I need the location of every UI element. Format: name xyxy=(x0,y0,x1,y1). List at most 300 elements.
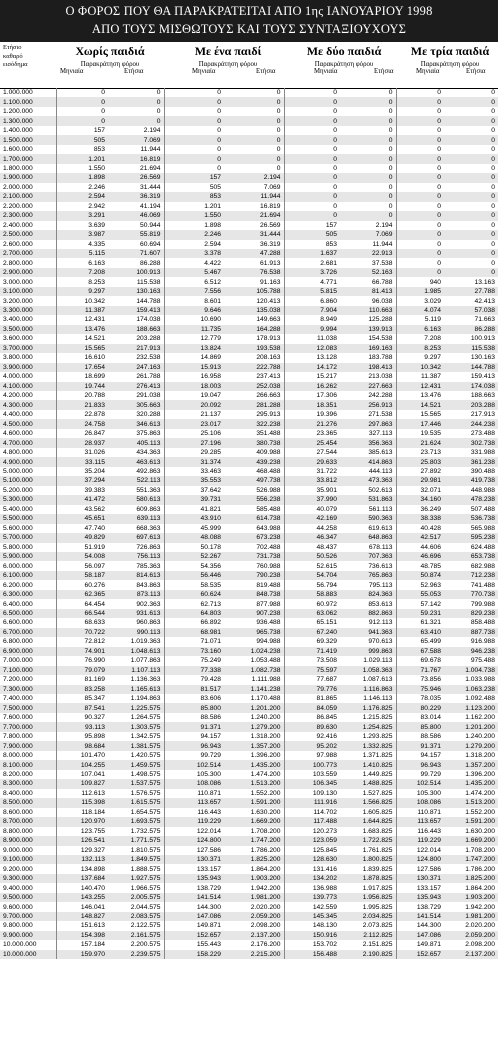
tax-cell: 0 xyxy=(340,135,396,144)
tax-cell: 80.229 xyxy=(396,703,444,712)
tax-cell: 2.194 xyxy=(340,221,396,230)
tax-cell: 21.694 xyxy=(224,211,284,220)
tax-cell: 217.913 xyxy=(470,411,495,419)
tax-cell: 28.937 xyxy=(56,438,108,447)
tax-cell: 0 xyxy=(284,116,340,125)
tax-cell: 1.435.200 xyxy=(224,760,284,769)
tax-cell: 79.079 xyxy=(56,666,108,675)
tax-cell: 0 xyxy=(396,192,444,201)
tax-cell: 130.163 xyxy=(470,354,495,362)
tax-cell: 16.262 xyxy=(284,382,340,391)
table-row xyxy=(0,893,498,902)
income-cell: 2.300.000 xyxy=(0,211,56,220)
tax-cell: 1.170.488 xyxy=(224,694,284,703)
withholding-label: Παρακράτηση φόρου xyxy=(198,61,258,68)
table-row xyxy=(0,732,498,741)
tax-cell: 994.988 xyxy=(224,637,284,646)
tax-cell: 281.288 xyxy=(224,400,284,409)
tax-cell: 88.586 xyxy=(200,714,221,722)
tax-cell: 624.488 xyxy=(470,543,495,551)
tax-cell: 52.267 xyxy=(164,552,224,561)
income-cell: 7.000.000 xyxy=(0,656,56,665)
tax-cell: 556.238 xyxy=(224,495,284,504)
tax-cell: 2.681 xyxy=(320,259,337,267)
tax-cell: 66.544 xyxy=(56,609,108,618)
tax-cell: 147.086 xyxy=(164,912,224,921)
income-cell: 6.600.000 xyxy=(0,618,56,627)
table-row xyxy=(0,240,498,249)
tax-cell: 107.041 xyxy=(80,770,105,778)
tax-cell: 142.559 xyxy=(312,903,337,911)
tax-cell: 11.038 xyxy=(317,335,337,343)
tax-cell: 0 xyxy=(444,230,498,239)
tax-cell: 1.927.575 xyxy=(108,874,164,883)
tax-cell: 1.279.200 xyxy=(224,722,284,731)
tax-cell: 8.949 xyxy=(320,316,337,324)
tax-cell: 0 xyxy=(340,88,396,97)
income-cell: 3.800.000 xyxy=(0,353,56,362)
tax-cell: 81.517 xyxy=(164,685,224,694)
tax-cell: 150.916 xyxy=(284,931,340,940)
tax-cell: 0 xyxy=(396,135,444,144)
tax-cell: 85.347 xyxy=(84,695,105,703)
tax-cell: 765.863 xyxy=(340,571,396,580)
tax-cell: 3.291 xyxy=(56,211,108,220)
income-cell: 9.600.000 xyxy=(0,902,56,911)
tax-cell: 1.215.825 xyxy=(340,713,396,722)
tax-cell: 36.319 xyxy=(224,240,284,249)
table-row xyxy=(0,694,498,703)
withholding-label: Παρακράτηση φόρου xyxy=(314,61,374,68)
tax-cell: 159.413 xyxy=(470,373,495,381)
tax-cell: 227.663 xyxy=(340,382,396,391)
tax-cell: 115.538 xyxy=(444,344,498,353)
tax-cell: 15.565 xyxy=(56,344,108,353)
income-column-header xyxy=(3,44,49,70)
income-cell: 1.300.000 xyxy=(0,116,56,125)
tax-cell: 1.942.200 xyxy=(224,883,284,892)
tax-cell: 35.553 xyxy=(164,476,224,485)
tax-cell: 59.231 xyxy=(396,609,444,618)
table-row xyxy=(0,618,498,627)
tax-cell: 159.413 xyxy=(108,306,164,315)
tax-cell: 17.654 xyxy=(56,363,108,372)
tax-cell: 756.113 xyxy=(108,552,164,561)
tax-cell: 0 xyxy=(491,164,495,172)
tax-cell: 0 xyxy=(437,240,441,248)
tax-cell: 0 xyxy=(284,154,340,163)
tax-cell: 10.342 xyxy=(396,363,444,372)
tax-cell: 54.704 xyxy=(284,571,340,580)
tax-cell: 31.444 xyxy=(108,183,164,192)
table-row xyxy=(0,334,498,343)
tax-cell: 502.613 xyxy=(340,486,396,495)
tax-cell: 237.413 xyxy=(224,372,284,381)
tax-cell: 1.165.613 xyxy=(108,685,164,694)
tax-cell: 0 xyxy=(340,183,396,192)
tax-cell: 873.113 xyxy=(108,590,164,599)
tax-cell: 50.178 xyxy=(200,543,221,551)
tax-cell: 50.944 xyxy=(108,221,164,230)
tax-cell: 157.184 xyxy=(80,941,105,949)
income-cell: 4.100.000 xyxy=(0,382,56,391)
tax-cell: 7.556 xyxy=(164,287,224,296)
group-header-one-child xyxy=(168,42,288,88)
tax-cell: 1.537.575 xyxy=(108,779,164,788)
tax-cell: 1.527.825 xyxy=(340,789,396,798)
tax-cell: 50.526 xyxy=(284,552,340,561)
income-cell: 2.400.000 xyxy=(0,221,56,230)
tax-cell: 32.071 xyxy=(420,486,441,494)
tax-cell: 614.738 xyxy=(224,514,284,523)
tax-cell: 799.988 xyxy=(470,600,495,608)
tax-cell: 113.657 xyxy=(396,817,444,826)
tax-cell: 785.363 xyxy=(108,561,164,570)
tax-cell: 824.363 xyxy=(340,590,396,599)
tax-cell: 27.788 xyxy=(444,287,498,296)
tax-cell: 116.443 xyxy=(197,808,221,816)
table-row xyxy=(0,211,498,220)
table-row xyxy=(0,552,498,561)
income-cell: 9.800.000 xyxy=(0,921,56,930)
tax-cell: 853 xyxy=(325,240,337,248)
table-row xyxy=(0,268,498,277)
tax-cell: 990.113 xyxy=(108,628,164,637)
tax-cell: 2.005.575 xyxy=(108,893,164,902)
table-row xyxy=(0,798,498,807)
tax-cell: 37.538 xyxy=(340,258,396,267)
tax-cell: 2.083.575 xyxy=(108,912,164,921)
table-row xyxy=(0,647,498,656)
tax-cell: 673.238 xyxy=(224,533,284,542)
tax-cell: 0 xyxy=(437,146,441,154)
tax-cell: 536.738 xyxy=(444,514,498,523)
tax-cell: 327.113 xyxy=(340,429,396,438)
tax-cell: 843.863 xyxy=(108,580,164,589)
income-cell: 7.700.000 xyxy=(0,722,56,731)
tax-cell: 1.591.200 xyxy=(224,798,284,807)
income-cell: 8.900.000 xyxy=(0,836,56,845)
tax-cell: 0 xyxy=(164,135,224,144)
tax-cell: 95.202 xyxy=(284,741,340,750)
tax-cell: 0 xyxy=(284,97,340,106)
tax-cell: 434.363 xyxy=(108,448,164,457)
tax-cell: 1.888.575 xyxy=(108,864,164,873)
tax-cell: 0 xyxy=(224,88,284,97)
tax-cell: 15.913 xyxy=(164,363,224,372)
tax-cell: 16.819 xyxy=(108,154,164,163)
tax-cell: 0 xyxy=(340,173,396,182)
tax-cell: 105.300 xyxy=(416,789,441,797)
income-cell: 4.300.000 xyxy=(0,400,56,409)
tax-cell: 444.113 xyxy=(340,467,396,476)
tax-cell: 155.443 xyxy=(196,941,221,949)
table-row xyxy=(0,344,498,353)
tax-cell: 5.815 xyxy=(284,287,340,296)
tax-cell: 643.988 xyxy=(224,524,284,533)
table-row xyxy=(0,685,498,694)
monthly-label: Μηνιαία xyxy=(60,68,84,75)
tax-cell: 322.238 xyxy=(224,419,284,428)
tax-cell: 118.184 xyxy=(81,808,105,816)
tax-cell: 21.137 xyxy=(200,411,221,419)
income-label-3: εισόδημα xyxy=(3,61,28,69)
tax-cell: 242.288 xyxy=(340,391,396,400)
tax-cell: 0 xyxy=(101,89,105,97)
income-cell: 2.200.000 xyxy=(0,202,56,211)
tax-cell: 144.300 xyxy=(416,922,441,930)
table-row xyxy=(0,741,498,750)
tax-cell: 1.615.575 xyxy=(108,798,164,807)
tax-cell: 2.059.200 xyxy=(224,912,284,921)
tax-cell: 27.892 xyxy=(420,467,441,475)
withholding-label: Παρακράτηση φόρου xyxy=(80,61,140,68)
tax-cell: 70.722 xyxy=(56,628,108,637)
tax-cell: 0 xyxy=(224,164,284,173)
tax-cell: 2.200.575 xyxy=(108,940,164,949)
table-row xyxy=(0,599,498,608)
tax-cell: 0 xyxy=(396,268,444,277)
income-cell: 7.900.000 xyxy=(0,741,56,750)
tax-cell: 1.898 xyxy=(204,221,221,229)
tax-cell: 23.017 xyxy=(164,419,224,428)
table-row xyxy=(0,940,498,949)
tax-cell: 1.513.200 xyxy=(444,798,498,807)
tax-cell: 14.521 xyxy=(396,400,444,409)
tax-cell: 52.163 xyxy=(340,268,396,277)
tax-cell: 19.396 xyxy=(316,411,337,419)
tax-cell: 375.863 xyxy=(108,429,164,438)
tax-cell: 0 xyxy=(444,116,498,125)
income-cell: 6.100.000 xyxy=(0,571,56,580)
tax-cell: 2.161.575 xyxy=(108,931,164,940)
tax-cell: 0 xyxy=(437,164,441,172)
table-row xyxy=(0,836,498,845)
income-cell: 8.700.000 xyxy=(0,817,56,826)
tax-cell: 78.035 xyxy=(420,695,441,703)
tax-cell: 141.514 xyxy=(164,893,224,902)
tax-cell: 15.565 xyxy=(420,411,441,419)
income-cell: 5.800.000 xyxy=(0,543,56,552)
tax-cell: 1.201.200 xyxy=(224,703,284,712)
table-row xyxy=(0,656,498,665)
tax-cell: 71.071 xyxy=(200,638,221,646)
tax-cell: 887.738 xyxy=(444,628,498,637)
tax-cell: 149.871 xyxy=(196,922,221,930)
table-row xyxy=(0,921,498,930)
tax-cell: 0 xyxy=(108,107,164,116)
table-row xyxy=(0,864,498,873)
income-cell: 3.400.000 xyxy=(0,315,56,324)
tax-cell: 65.151 xyxy=(316,619,337,627)
group-header-no-children xyxy=(56,42,164,88)
table-row xyxy=(0,760,498,769)
tax-cell: 1.396.200 xyxy=(465,770,495,778)
tax-cell: 1.201 xyxy=(204,202,221,210)
tax-cell: 81.169 xyxy=(84,676,105,684)
tax-cell: 819.488 xyxy=(224,580,284,589)
tax-cell: 62.713 xyxy=(200,600,221,608)
tax-cell: 116.443 xyxy=(417,827,441,835)
tax-cell: 152.657 xyxy=(396,950,444,959)
tax-cell: 17.306 xyxy=(316,392,337,400)
tax-cell: 0 xyxy=(340,211,396,220)
tax-cell: 9.297 xyxy=(56,287,108,296)
tax-cell: 1.201.200 xyxy=(444,722,498,731)
tax-cell: 0 xyxy=(340,107,396,116)
tax-cell: 102.514 xyxy=(164,760,224,769)
tax-cell: 56.446 xyxy=(164,571,224,580)
tax-cell: 188.663 xyxy=(108,325,164,334)
tax-cell: 0 xyxy=(491,127,495,135)
tax-cell: 252.038 xyxy=(224,382,284,391)
tax-cell: 41.194 xyxy=(108,202,164,211)
tax-cell: 0 xyxy=(340,202,396,211)
tax-cell: 133.157 xyxy=(416,884,441,892)
tax-cell: 40.079 xyxy=(316,505,337,513)
tax-cell: 6.512 xyxy=(204,278,221,286)
income-cell: 4.900.000 xyxy=(0,457,56,466)
tax-cell: 0 xyxy=(444,97,498,106)
tax-cell: 11.735 xyxy=(164,325,224,334)
tax-cell: 0 xyxy=(491,259,495,267)
tax-cell: 2.034.825 xyxy=(340,912,396,921)
tax-cell: 4.771 xyxy=(320,278,337,286)
tax-cell: 137.684 xyxy=(56,874,108,883)
group-title: Με τρία παιδιά xyxy=(410,44,490,58)
tax-cell: 1.669.200 xyxy=(444,836,498,845)
tax-cell: 244.238 xyxy=(444,419,498,428)
tax-cell: 2.137.200 xyxy=(444,950,498,959)
tax-cell: 390.488 xyxy=(470,467,495,475)
tax-cell: 124.800 xyxy=(396,855,444,864)
tax-cell: 505 xyxy=(56,135,108,144)
tax-cell: 73.856 xyxy=(420,676,441,684)
tax-cell: 1.722.825 xyxy=(340,836,396,845)
table-row xyxy=(0,145,498,154)
table-row xyxy=(0,88,498,97)
tax-cell: 0 xyxy=(491,108,495,116)
tax-cell: 912.113 xyxy=(340,618,396,627)
tax-cell: 14.172 xyxy=(284,363,340,372)
tax-cell: 2.098.200 xyxy=(465,941,495,949)
tax-cell: 61.913 xyxy=(224,258,284,267)
table-row xyxy=(0,505,498,514)
tax-cell: 1.303.575 xyxy=(108,722,164,731)
tax-cell: 75.597 xyxy=(284,666,340,675)
tax-cell: 158.229 xyxy=(164,950,224,959)
tax-cell: 103.559 xyxy=(312,770,337,778)
tax-cell: 18.699 xyxy=(84,373,105,381)
tax-cell: 16.610 xyxy=(84,354,105,362)
tax-cell: 619.613 xyxy=(340,524,396,533)
tax-cell: 877.988 xyxy=(224,599,284,608)
tax-cell: 157 xyxy=(93,127,105,135)
tax-cell: 1.981.200 xyxy=(224,893,284,902)
tax-cell: 95.898 xyxy=(84,733,105,741)
tax-cell: 1.004.738 xyxy=(444,666,498,675)
tax-cell: 505 xyxy=(284,230,340,239)
tax-cell: 72.812 xyxy=(84,638,105,646)
tax-cell: 62.365 xyxy=(56,590,108,599)
tax-cell: 770.738 xyxy=(444,590,498,599)
tax-table xyxy=(0,88,498,959)
tax-cell: 7.069 xyxy=(108,135,164,144)
income-cell: 2.100.000 xyxy=(0,192,56,201)
tax-cell: 60.694 xyxy=(108,240,164,249)
tax-cell: 37.990 xyxy=(284,495,340,504)
tax-cell: 736.613 xyxy=(340,561,396,570)
tax-cell: 1.849.575 xyxy=(108,855,164,864)
income-cell: 2.500.000 xyxy=(0,230,56,239)
tax-cell: 124.800 xyxy=(164,836,224,845)
withholding-label: Παρακράτηση φόρου xyxy=(420,61,480,68)
tax-cell: 146.041 xyxy=(80,903,105,911)
income-cell: 8.000.000 xyxy=(0,751,56,760)
tax-cell: 120.970 xyxy=(56,817,108,826)
tax-cell: 52.615 xyxy=(316,562,337,570)
tax-cell: 43.910 xyxy=(164,514,224,523)
tax-cell: 1.985 xyxy=(396,287,444,296)
tax-cell: 468.488 xyxy=(224,467,284,476)
tax-cell: 0 xyxy=(284,173,340,182)
income-cell: 9.200.000 xyxy=(0,864,56,873)
tax-cell: 960.863 xyxy=(108,618,164,627)
tax-cell: 668.363 xyxy=(108,524,164,533)
tax-cell: 0 xyxy=(491,89,495,97)
tax-cell: 505 xyxy=(209,183,221,191)
tax-cell: 1.903.200 xyxy=(224,874,284,883)
income-cell: 8.500.000 xyxy=(0,798,56,807)
income-cell: 7.400.000 xyxy=(0,694,56,703)
tax-cell: 6.860 xyxy=(320,297,337,305)
tax-cell: 975.488 xyxy=(470,657,495,665)
tax-cell: 0 xyxy=(444,135,498,144)
tax-cell: 1.053.488 xyxy=(224,656,284,665)
tax-cell: 125.845 xyxy=(312,846,337,854)
income-cell: 6.200.000 xyxy=(0,580,56,589)
tax-cell: 99.729 xyxy=(200,752,221,760)
income-cell: 1.600.000 xyxy=(0,145,56,154)
tax-cell: 1.048.613 xyxy=(108,647,164,656)
tax-cell: 0 xyxy=(340,126,396,135)
income-cell: 6.500.000 xyxy=(0,609,56,618)
income-cell: 7.600.000 xyxy=(0,713,56,722)
tax-cell: 154.538 xyxy=(340,334,396,343)
tax-cell: 109.827 xyxy=(56,779,108,788)
tax-cell: 0 xyxy=(396,173,444,182)
table-row xyxy=(0,722,498,731)
tax-cell: 0 xyxy=(333,127,337,135)
tax-cell: 882.863 xyxy=(340,609,396,618)
tax-cell: 106.345 xyxy=(284,779,340,788)
group-header-two-children xyxy=(290,42,398,88)
tax-cell: 648.863 xyxy=(340,533,396,542)
income-cell: 2.600.000 xyxy=(0,240,56,249)
tax-cell: 47.288 xyxy=(224,249,284,258)
tax-cell: 8.601 xyxy=(204,297,221,305)
tax-cell: 75.249 xyxy=(200,657,221,665)
tax-cell: 1.498.575 xyxy=(108,770,164,779)
tax-cell: 123.755 xyxy=(80,827,105,835)
table-row xyxy=(0,277,498,286)
tax-cell: 405.113 xyxy=(108,438,164,447)
tax-cell: 2.112.825 xyxy=(340,931,396,940)
tax-cell: 0 xyxy=(224,135,284,144)
income-cell: 6.000.000 xyxy=(0,561,56,570)
tax-cell: 11.944 xyxy=(340,240,396,249)
table-row xyxy=(0,457,498,466)
